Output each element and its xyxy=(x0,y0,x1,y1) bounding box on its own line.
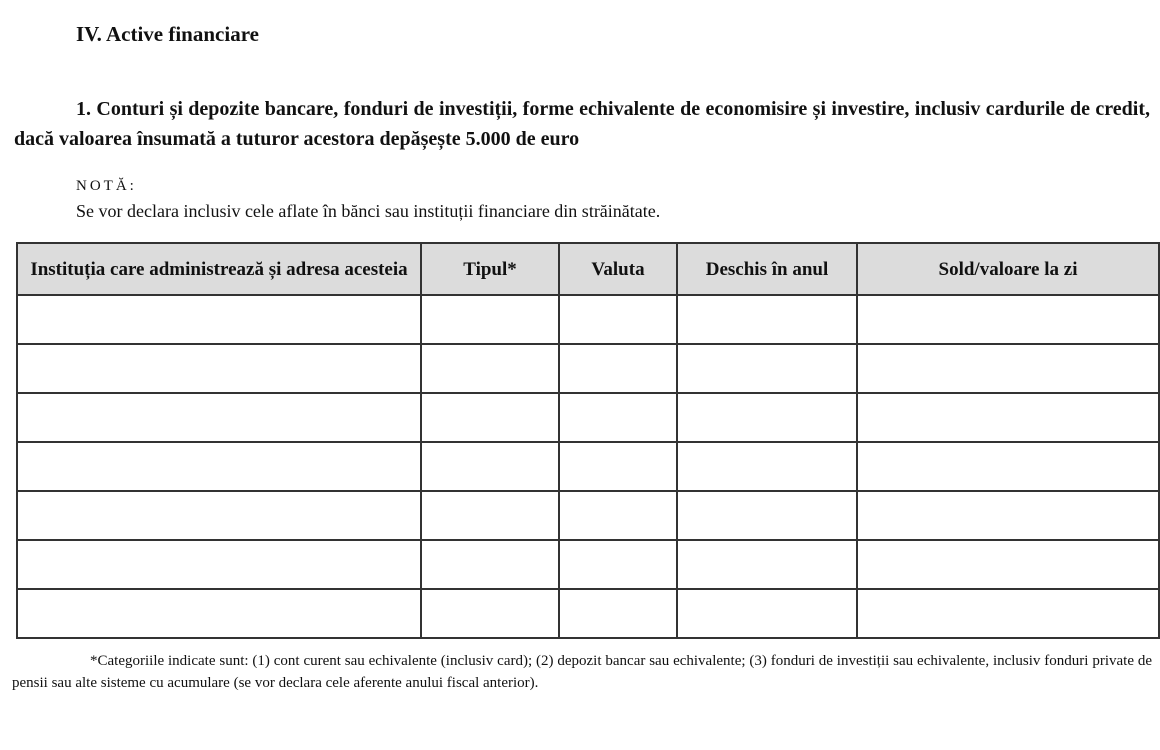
table-cell-currency[interactable] xyxy=(559,344,677,393)
table-row xyxy=(17,393,1159,442)
table-cell-institution[interactable] xyxy=(17,295,421,344)
table-cell-institution[interactable] xyxy=(17,393,421,442)
table-cell-currency[interactable] xyxy=(559,393,677,442)
table-cell-institution[interactable] xyxy=(17,589,421,638)
footnote: *Categoriile indicate sunt: (1) cont curent sau echivalente (inclusiv card); (2) depozit bancar sau echivalente; (3) fonduri de investiții sau echivalente, inclusiv fonduri private de pensii sau alte sisteme cu acumulare (se vor declara cele aferente anului fiscal anterior). xyxy=(12,653,1152,691)
table-row xyxy=(17,295,1159,344)
table-row xyxy=(17,344,1159,393)
table-cell-institution[interactable] xyxy=(17,540,421,589)
note-label: NOTĂ: xyxy=(76,178,137,194)
table-cell-opened-year[interactable] xyxy=(677,442,857,491)
table-cell-type[interactable] xyxy=(421,540,559,589)
table-cell-institution[interactable] xyxy=(17,442,421,491)
table-cell-balance[interactable] xyxy=(857,491,1159,540)
table-cell-type[interactable] xyxy=(421,295,559,344)
table-cell-type[interactable] xyxy=(421,589,559,638)
subsection-title: 1. Conturi și depozite bancare, fonduri de investiții, forme echivalente de economisire și investire, inclusiv cardurile de credit, dacă valoarea însumată a tuturor acestora depășește 5.000 de euro xyxy=(14,98,1150,150)
table-cell-balance[interactable] xyxy=(857,295,1159,344)
header-institution: Instituția care administrează și adresa acesteia xyxy=(17,243,421,295)
note-text: Se vor declara inclusiv cele aflate în bănci sau instituții financiare din străinătate. xyxy=(76,201,661,221)
table-cell-balance[interactable] xyxy=(857,589,1159,638)
table-cell-balance[interactable] xyxy=(857,540,1159,589)
header-currency: Valuta xyxy=(559,243,677,295)
table-cell-opened-year[interactable] xyxy=(677,589,857,638)
table-cell-institution[interactable] xyxy=(17,491,421,540)
table-cell-opened-year[interactable] xyxy=(677,393,857,442)
table-cell-type[interactable] xyxy=(421,344,559,393)
table-cell-institution[interactable] xyxy=(17,344,421,393)
table-cell-type[interactable] xyxy=(421,393,559,442)
table-row xyxy=(17,589,1159,638)
table-cell-balance[interactable] xyxy=(857,393,1159,442)
header-type: Tipul* xyxy=(421,243,559,295)
table-cell-balance[interactable] xyxy=(857,442,1159,491)
table-cell-type[interactable] xyxy=(421,442,559,491)
table-body xyxy=(17,295,1159,638)
section-title: IV. Active financiare xyxy=(76,22,259,46)
table-cell-currency[interactable] xyxy=(559,442,677,491)
table-header-row xyxy=(17,243,1159,295)
table-row xyxy=(17,540,1159,589)
table-cell-balance[interactable] xyxy=(857,344,1159,393)
table-cell-opened-year[interactable] xyxy=(677,540,857,589)
table-cell-opened-year[interactable] xyxy=(677,295,857,344)
table-cell-currency[interactable] xyxy=(559,589,677,638)
table-row xyxy=(17,442,1159,491)
table-cell-opened-year[interactable] xyxy=(677,491,857,540)
table-cell-opened-year[interactable] xyxy=(677,344,857,393)
table-cell-type[interactable] xyxy=(421,491,559,540)
table-cell-currency[interactable] xyxy=(559,491,677,540)
financial-assets-table xyxy=(16,242,1160,639)
table-row xyxy=(17,491,1159,540)
header-balance: Sold/valoare la zi xyxy=(857,243,1159,295)
header-opened-year: Deschis în anul xyxy=(677,243,857,295)
table-cell-currency[interactable] xyxy=(559,295,677,344)
table-cell-currency[interactable] xyxy=(559,540,677,589)
